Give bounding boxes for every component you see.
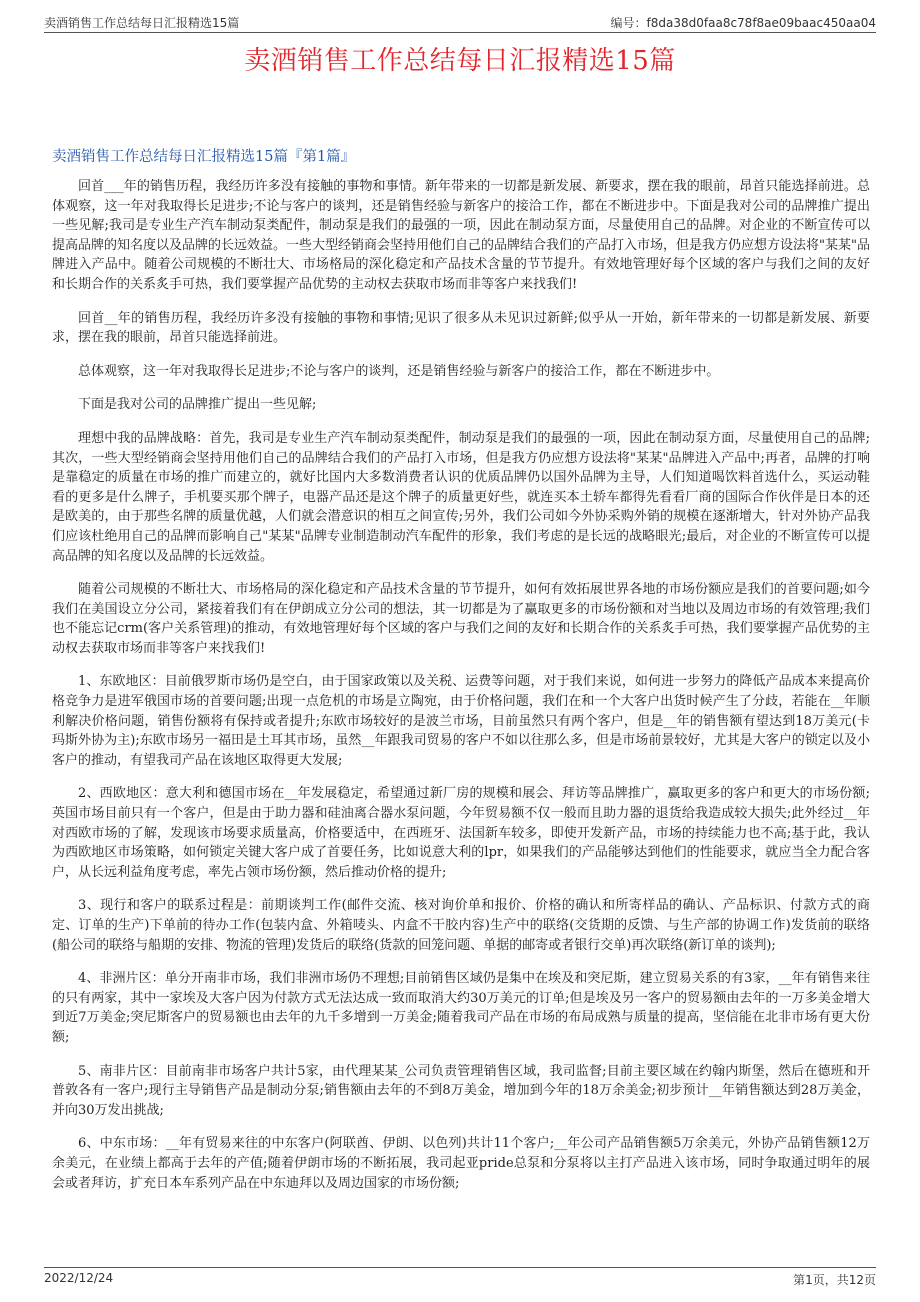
page-header: [44, 10, 876, 33]
paragraph: 回首___年的销售历程，我经历许多没有接触的事物和事情。新年带来的一切都是新发展、新要求，摆在我的眼前，昂首只能选择前进。总体观察，这一年对我取得长足进步;不论与客户的谈判，还是销售经验与新客户的接洽工作，都在不断进步中。下面是我对公司的品牌推广提出一些见解;我司是专业生产汽车制动泵类配件，制动泵是我们的最强的一项，因此在制动泵方面，尽量使用自己的品牌。对企业的不断宣传可以提高品牌的知名度以及品牌的长远效益。一些大型经销商会坚持用他们自己的品牌结合我们的产品打入市场，但是我方仍应想方设法将"某某"品牌进入产品中。随着公司规模的不断壮大、市场格局的深化稳定和产品技术含量的节节提升。有效地管理好每个区域的客户与我们之间的友好和长期合作的关系炙手可热，我们要掌握产品优势的主动权去获取市场而非等客户来找我们!: [52, 179, 870, 292]
paragraph: 3、现行和客户的联系过程是：前期谈判工作(邮件交流、核对询价单和报价、价格的确认和所寄样品的确认、产品标识、付款方式的商定、订单的生产)下单前的待办工作(包装内盒、外箱唛头、内盒不干胶内容)生产中的联络(交货期的反馈、与生产部的协调工作)发货前的联络(船公司的联络与船期的安排、物流的管理)发货后的联络(货款的回笼问题、单据的邮寄或者银行交单)再次联络(新订单的谈判);: [52, 898, 870, 953]
paragraph: 下面是我对公司的品牌推广提出一些见解;: [78, 397, 317, 413]
footer-page-number: 第1页，共12页: [793, 1273, 876, 1287]
document-title: 卖酒销售工作总结每日汇报精选15篇: [244, 46, 676, 76]
section-title: 卖酒销售工作总结每日汇报精选15篇『第1篇』: [52, 149, 356, 165]
header-doc-number: 编号：f8da38d0faa8c78f8ae09baac450aa04: [610, 16, 876, 30]
page-footer: [44, 1267, 876, 1288]
header-doc-name: 卖酒销售工作总结每日汇报精选15篇: [44, 16, 240, 30]
paragraph: 1、东欧地区：目前俄罗斯市场仍是空白，由于国家政策以及关税、运费等问题，对于我们来说，如何进一步努力的降低产品成本来提高价格竞争力是进军俄国市场的首要问题;出现一点危机的市场是立陶宛，由于价格问题，我们在和一个大客户出货时候产生了分歧，若能在__年顺利解决价格问题，销售份额将有保持或者提升;东欧市场较好的是波兰市场，目前虽然只有两个客户，但是__年的销售额有望达到18万美元(卡玛斯外协为主);东欧市场另一福田是土耳其市场，虽然__年跟我司贸易的客户不如以往那么多，但是市场前景较好，尤其是大客户的锁定以及小客户的推动，有望我司产品在该地区取得更大发展;: [52, 674, 870, 768]
paragraph: 6、中东市场：__年有贸易来往的中东客户(阿联酋、伊朗、以色列)共计11个客户;__年公司产品销售额5万余美元，外协产品销售额12万余美元，在业绩上都高于去年的产值;随着伊朗市场的不断拓展，我司起亚pride总泵和分泵将以主打产品进入该市场，同时争取通过明年的展会或者拜访，扩充日本车系列产品在中东迪拜以及周边国家的市场份额;: [52, 1136, 870, 1191]
paragraph: 4、非洲片区：单分开南非市场，我们非洲市场仍不理想;目前销售区域仍是集中在埃及和突尼斯，建立贸易关系的有3家，__年有销售来往的只有两家，其中一家埃及大客户因为付款方式无法达成一致而取消大约30万美元的订单;但是埃及另一客户的贸易额由去年的一万多美金增大到近7万美金;突尼斯客户的贸易额也由去年的九千多增到一万美金;随着我司产品在市场的布局成熟与质量的提高，坚信能在北非市场有更大份额;: [52, 971, 870, 1045]
paragraph: 回首__年的销售历程，我经历许多没有接触的事物和事情;见识了很多从未见识过新鲜;似乎从一开始，新年带来的一切都是新发展、新要求，摆在我的眼前，昂首只能选择前进。: [52, 310, 870, 346]
paragraph: 总体观察，这一年对我取得长足进步;不论与客户的谈判，还是销售经验与新客户的接洽工作，都在不断进步中。: [78, 363, 720, 379]
footer-date: 2022/12/24: [44, 1271, 114, 1285]
paragraph: 理想中我的品牌战略：首先，我司是专业生产汽车制动泵类配件，制动泵是我们的最强的一项，因此在制动泵方面，尽量使用自己的品牌;其次，一些大型经销商会坚持用他们自己的品牌结合我们的产品打入市场，但是我方仍应想方设法将"某某"品牌进入产品中;再者，品牌的打响是靠稳定的质量在市场的推广而建立的，就好比国内大多数消费者认识的优质品牌仍以国外品牌为主导，人们知道喝饮料首选什么，买运动鞋看的更多是什么牌子，手机要买那个牌子，电器产品还是这个牌子的质量更好些，就连买本土轿车都得先看看厂商的国际合作伙伴是日本的还是欧美的，由于那些名牌的质量优越，人们就会潜意识的相互之间宣传;另外，我们公司如今外协采购外销的规模在逐渐增大，针对外协产品我们应该杜绝用自己的品牌而影响自己"某某"品牌专业制造制动汽车配件的形象，我们考虑的是长远的战略眼光;最后，对企业的不断宣传可以提高品牌的知名度以及品牌的长远效益。: [52, 430, 870, 564]
document-body: [52, 177, 870, 1207]
paragraph: 2、西欧地区：意大利和德国市场在__年发展稳定，希望通过新厂房的规模和展会、拜访等品牌推广，赢取更多的客户和更大的市场份额;英国市场目前只有一个客户，但是由于助力器和硅油离合器水泵问题，今年贸易额不仅一般而且助力器的退货给我造成较大损失;此外经过__年对西欧市场的了解，发现该市场要求质量高，价格要适中，在西班牙、法国新车较多，即使开发新产品，市场的持续能力也不高;基于此，我认为西欧地区市场策略，如何锁定关键大客户成了首要任务，比如说意大利的lpr，如果我们的产品能够达到他们的性能要求，就应当全力配合客户，从长远利益角度考虑，率先占领市场份额，然后推动价格的提升;: [52, 786, 870, 880]
paragraph: 随着公司规模的不断壮大、市场格局的深化稳定和产品技术含量的节节提升，如何有效拓展世界各地的市场份额应是我们的首要问题;如今我们在美国设立分公司，紧接着我们有在伊朗成立分公司的想法，其一切都是为了赢取更多的市场份额和对当地以及周边市场的有效管理;我们也不能忘记crm(客户关系管理)的推动，有效地管理好每个区域的客户与我们之间的友好和长期合作的关系炙手可热，我们要掌握产品优势的主动权去获取市场而非等客户来找我们!: [52, 582, 870, 656]
paragraph: 5、南非片区：目前南非市场客户共计5家，由代理某某_公司负责管理销售区域，我司监督;目前主要区域在约翰内斯堡，然后在德班和开普敦各有一客户;现行主导销售产品是制动分泵;销售额由去年的不到8万美金，增加到今年的18万余美金;初步预计__年销售额达到28万美金，并向30万发出挑战;: [52, 1063, 870, 1118]
